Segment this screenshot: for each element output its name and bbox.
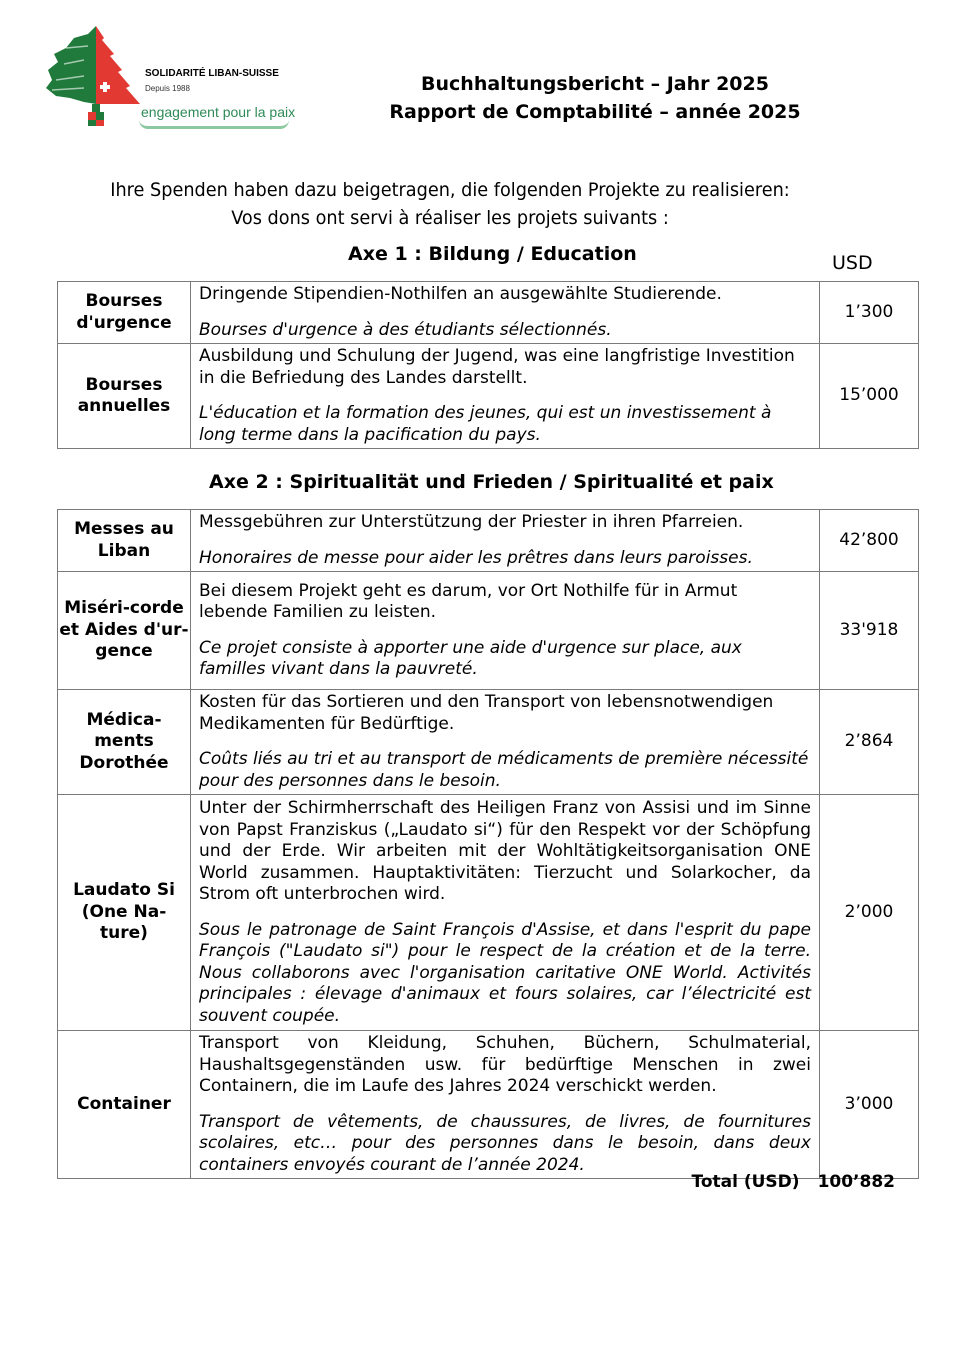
table-row xyxy=(58,344,919,449)
description-fr: Transport de vêtements, de chaussures, de livres, de fournitures scolaires, etc… pour des personnes dans le besoin, dans deux containers envoyés courant de l’année 2024. xyxy=(199,1111,811,1175)
organization-logo xyxy=(44,24,294,130)
total-value: 100’882 xyxy=(817,1172,895,1192)
project-description xyxy=(191,795,820,1031)
description-de: Dringende Stipendien-Nothilfen an ausgewählte Studierende. xyxy=(199,284,722,304)
intro-de: Ihre Spenden haben dazu beigetragen, die folgenden Projekte zu realisieren: xyxy=(110,179,790,201)
axe-1-title: Axe 1 : Bildung / Education xyxy=(348,243,637,265)
project-name: Bourses annuelles xyxy=(58,344,191,449)
project-description xyxy=(191,510,820,572)
project-amount: 33'918 xyxy=(820,572,919,690)
table-row xyxy=(58,282,919,344)
title-de: Buchhaltungsbericht – Jahr 2025 xyxy=(421,73,769,95)
logo-since: Depuis 1988 xyxy=(145,84,190,93)
axe-2-table xyxy=(57,509,919,1179)
project-name: Messes au Liban xyxy=(58,510,191,572)
project-name: Bourses d'urgence xyxy=(58,282,191,344)
description-de: Ausbildung und Schulung der Jugend, was eine langfristige Investition in die Befriedung des Landes darstellt. xyxy=(199,346,795,388)
project-amount: 42’800 xyxy=(820,510,919,572)
table-row xyxy=(58,572,919,690)
logo-swoosh xyxy=(139,120,289,129)
project-description xyxy=(191,690,820,795)
table-row xyxy=(58,1031,919,1179)
project-amount: 2’000 xyxy=(820,795,919,1031)
description-fr: Ce projet consiste à apporter une aide d'urgence sur place, aux familles vivant dans la pauvreté. xyxy=(199,637,742,679)
project-amount: 1’300 xyxy=(820,282,919,344)
axe-2-title: Axe 2 : Spiritualität und Frieden / Spiritualité et paix xyxy=(209,471,774,493)
project-name: Container xyxy=(58,1031,191,1179)
logo-tagline: engagement pour la paix xyxy=(141,104,296,120)
description-fr: Honoraires de messe pour aider les prêtres dans leurs paroisses. xyxy=(199,547,753,568)
project-name: Miséri-corde et Aides d'ur-gence xyxy=(58,572,191,690)
intro-fr: Vos dons ont servi à réaliser les projets suivants : xyxy=(231,207,669,229)
description-fr: Bourses d'urgence à des étudiants sélectionnés. xyxy=(199,319,612,340)
project-name: Médica-ments Dorothée xyxy=(58,690,191,795)
project-amount: 2’864 xyxy=(820,690,919,795)
table-row xyxy=(58,510,919,572)
total-row xyxy=(620,1172,895,1192)
project-amount: 15’000 xyxy=(820,344,919,449)
description-de: Transport von Kleidung, Schuhen, Büchern, Schulmaterial, Haushaltsgegenständen usw. für bedürftige Menschen in zwei Containern, die im Laufe des Jahres 2024 verschickt werden. xyxy=(199,1033,811,1096)
description-fr: Coûts liés au tri et au transport de médicaments de première nécessité pour des personnes dans le besoin. xyxy=(199,749,809,791)
table-row xyxy=(58,690,919,795)
project-description xyxy=(191,282,820,344)
project-amount: 3’000 xyxy=(820,1031,919,1179)
project-description xyxy=(191,1031,820,1179)
project-name: Laudato Si (One Na-ture) xyxy=(58,795,191,1031)
description-de: Bei diesem Projekt geht es darum, vor Ort Nothilfe für in Armut lebende Familien zu leisten. xyxy=(199,580,738,622)
intro-text xyxy=(69,176,832,232)
title-fr: Rapport de Comptabilité – année 2025 xyxy=(389,101,801,123)
table-row xyxy=(58,795,919,1031)
currency-label: USD xyxy=(832,252,873,274)
description-fr: L'éducation et la formation des jeunes, qui est un investissement à long terme dans la pacification du pays. xyxy=(199,403,772,445)
axe-1-table xyxy=(57,281,919,449)
project-description xyxy=(191,572,820,690)
logo-org-name: SOLIDARITÉ LIBAN-SUISSE xyxy=(145,68,279,79)
total-label: Total (USD) xyxy=(691,1172,800,1192)
project-description xyxy=(191,344,820,449)
cedar-swiss-tree-icon xyxy=(44,24,144,130)
description-fr: Sous le patronage de Saint François d'Assise, et dans l'esprit du pape François ("Laudato si") pour le respect de la création et de la terre. Nous collaborons avec l'organisation caritative ONE World. Activités principales : élevage d'animaux et fours solaires, car l’électricité est souvent coupée. xyxy=(199,919,811,1026)
description-de: Unter der Schirmherrschaft des Heiligen Franz von Assisi und im Sinne von Papst Franziskus („Laudato si“) für den Respekt vor der Schöpfung und der Erde. Wir arbeiten mit der Wohltätigkeitsorganisation ONE World zusammen. Hauptaktivitäten: Tierzucht und Solarkocher, da Strom oft unterbrochen wird. xyxy=(199,798,811,904)
description-de: Messgebühren zur Unterstützung der Priester in ihren Pfarreien. xyxy=(199,512,744,532)
description-de: Kosten für das Sortieren und den Transport von lebensnotwendigen Medikamenten für Bedürftige. xyxy=(199,692,774,734)
page-title xyxy=(370,70,820,126)
